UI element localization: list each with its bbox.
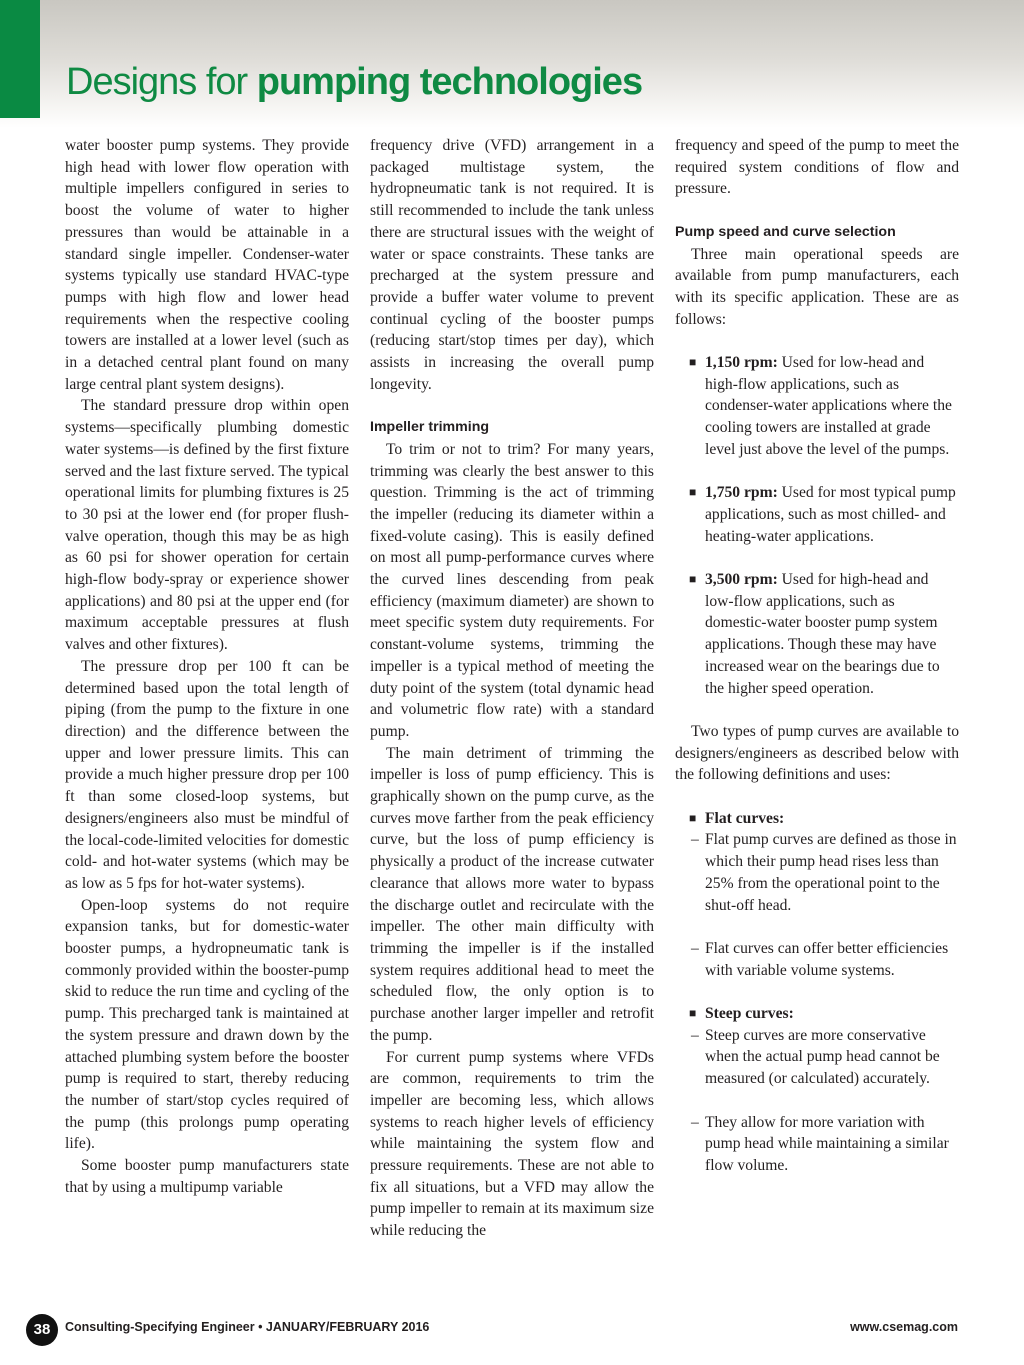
- footer-publication: Consulting-Specifying Engineer • JANUARY/FEBRUARY 2016: [65, 1320, 430, 1334]
- curve-type-label: Steep curves:: [705, 1005, 794, 1022]
- paragraph: To trim or not to trim? For many years, trimming was clearly the best answer to this question. Trimming is the act of trimming the impeller (reducing its diameter within a fixed-volute casing). This is easily defined on most all pump-performance curves where the curved lines descending from peak efficiency (maximum diameter) are shown to meet specific system duty requirements. For constant-volume systems, trimming the impeller is a typical method of meeting the duty point of the system (total dynamic head and volumetric flow rate) with a standard pump.: [370, 440, 654, 740]
- paragraph: Two types of pump curves are available to designers/engineers as described below with the following definitions and uses:: [675, 722, 959, 784]
- curve-detail: They allow for more variation with pump head while maintaining a similar flow volume.: [705, 1113, 949, 1174]
- title-light: Designs for: [66, 61, 257, 103]
- section-heading-impeller-trimming: Impeller trimming: [370, 419, 490, 436]
- paragraph: The standard pressure drop within open systems—specifically plumbing domestic water systems—is defined by the first fixture served and the last fixture served. The typical operational limits for plumbing fixtures is 25 to 30 psi at the lower end (for proper flush-valve operation, though this may be as high as 60 psi for shower operation for certain high-flow body-spray or experience shower applications) and 80 psi at the upper end (for maximum acceptable pressures at flush valves and other fixtures).: [65, 397, 349, 654]
- square-bullet-icon: ■: [689, 355, 697, 369]
- dash-bullet-icon: –: [691, 939, 699, 957]
- speed-label: 1,150 rpm:: [705, 354, 778, 371]
- speed-list-item: [675, 482, 959, 547]
- section-color-tab: [0, 0, 40, 118]
- page-number: 38: [26, 1314, 58, 1346]
- curve-detail: Flat pump curves are defined as those in which their pump head rises less than 25% from the operational point to the shut-off head.: [705, 831, 957, 914]
- speed-label: 3,500 rpm:: [705, 571, 778, 588]
- article-column-1: [65, 135, 349, 1198]
- square-bullet-icon: ■: [689, 572, 697, 586]
- speed-list-item: [675, 569, 959, 699]
- paragraph: The main detriment of trimming the impeller is loss of pump efficiency. This is graphically shown on the pump curve, as the curves move farther from the peak efficiency curve, but the loss of pump efficiency is physically a product of the increase cutwater clearance that allows more water to bypass the discharge outlet and recirculate with the impeller. The other main difficulty with trimming the impeller is if the installed system requires additional head to meet the scheduled flow, the only option is to purchase another larger impeller and retrofit the pump.: [370, 744, 654, 1044]
- section-heading-pump-speed: Pump speed and curve selection: [675, 223, 896, 240]
- paragraph: For current pump systems where VFDs are common, requirements to trim the impeller are becoming less, which allows systems to reach higher levels of efficiency while maintaining the system flow and pressure requirements. These are not able to fix all situations, but a VFD may allow the pump impeller to remain at its maximum size while reducing the: [370, 1048, 654, 1240]
- speed-description: Used for low-head and high-flow applications, such as condenser-water applications where the cooling towers are installed at grade level just above the level of the pumps.: [705, 354, 952, 458]
- curve-detail: Steep curves are more conservative when the actual pump head cannot be measured (or calculated) accurately.: [705, 1026, 940, 1088]
- paragraph: water booster pump systems. They provide high head with lower flow operation with multiple impellers configured in series to boost the volume of water to higher pressures than would be attainable in a standard single impeller. Condenser-water systems typically use standard HVAC-type pumps with high flow and lower head requirements when the respective cooling towers are installed at a lower level (such as in a detached central plant found on many large central plant system designs).: [65, 137, 349, 393]
- curve-type-item: [675, 808, 959, 982]
- paragraph: The pressure drop per 100 ft can be determined based upon the total length of piping (from the pump to the fixture in one direction) and the difference between the upper and lower pressure limits. This can provide a much higher pressure drop per 100 ft than some closed-loop systems, but designers/engineers also must be mindful of the local-code-limited velocities for domestic cold- and hot-water systems (which may be as low as 5 fps for hot-water systems).: [65, 657, 349, 892]
- page-title: [66, 58, 642, 106]
- speed-list-item: [675, 352, 959, 461]
- curve-detail: Flat curves can offer better efficiencies with variable volume systems.: [705, 939, 949, 979]
- paragraph: Some booster pump manufacturers state that by using a multipump variable: [65, 1157, 349, 1196]
- paragraph: Three main operational speeds are available from pump manufacturers, each with its specific application. These are as follows:: [675, 245, 959, 328]
- speed-description: Used for high-head and low-flow applications, such as domestic-water booster pump system applications. Though these may have increased wear on the bearings due to the higher speed operation.: [705, 571, 940, 697]
- curve-type-label: Flat curves:: [705, 809, 785, 827]
- paragraph: frequency and speed of the pump to meet the required system conditions of flow and pressure.: [675, 137, 959, 198]
- speed-label: 1,750 rpm:: [705, 484, 778, 502]
- title-bold: pumping technologies: [256, 61, 643, 103]
- paragraph: Open-loop systems do not require expansion tanks, but for domestic-water booster pumps, a hydropneumatic tank is commonly provided within the booster-pump skid to reduce the run time and cycling of the pump. This precharged tank is maintained at the system pressure and drawn down by the attached plumbing system before the booster pump is required to start, thereby reducing the number of start/stop cycles required of the pump (this prolongs pump operating life).: [65, 896, 349, 1153]
- dash-bullet-icon: –: [691, 831, 699, 849]
- square-bullet-icon: ■: [689, 1006, 697, 1020]
- curve-type-item: [675, 1003, 959, 1177]
- speed-description: Used for most typical pump applications, such as most chilled- and heating-water applications.: [705, 484, 956, 545]
- square-bullet-icon: ■: [689, 810, 697, 825]
- square-bullet-icon: ■: [689, 485, 697, 500]
- article-column-3: [675, 135, 959, 1177]
- article-column-2: [370, 135, 654, 1242]
- footer-website-link[interactable]: www.csemag.com: [850, 1320, 958, 1334]
- paragraph: frequency drive (VFD) arrangement in a packaged multistage system, the hydropneumatic tank is not required. It is still recommended to include the tank unless there are structural issues with the weight of water or space constraints. These tanks are precharged at the system pressure and provide a buffer water volume to prevent continual cycling of the booster pumps (reducing start/stop times per day), which assists in increasing the overall pump longevity.: [370, 137, 654, 393]
- dash-bullet-icon: –: [691, 1113, 699, 1131]
- dash-bullet-icon: –: [691, 1026, 699, 1044]
